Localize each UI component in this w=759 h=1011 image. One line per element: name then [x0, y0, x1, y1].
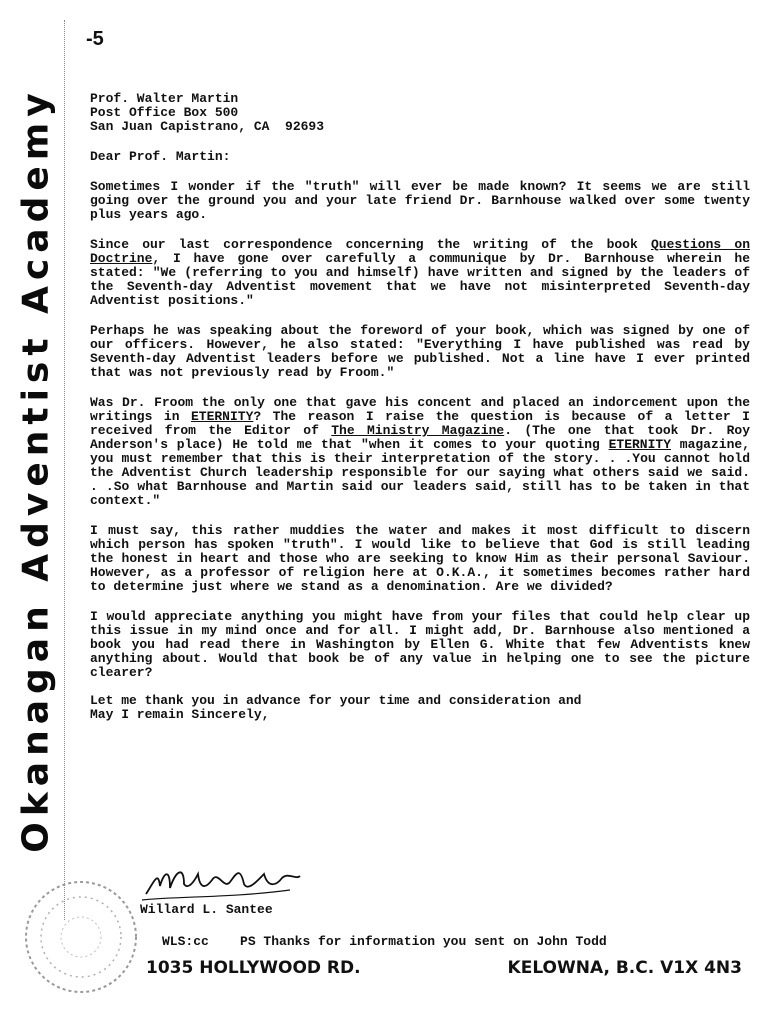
- paragraph-6: I would appreciate anything you might have from your files that could help clear up this issue in my mind once and for all. I might add, Dr. Barnhouse also mentioned a book you had read there in Washington by Ellen G. White that few Adventists knew anything about. Would that book be of any value in helping one to see the picture clearer?: [90, 609, 750, 680]
- recipient-name: Prof. Walter Martin: [90, 91, 239, 106]
- paragraph-5: I must say, this rather muddies the water and makes it most difficult to discern which person has spoken "truth". I would like to believe that God is still leading the honest in heart and those who are seeking to know Him as their personal Saviour. However, as a professor of religion here at O.K.A., it sometimes becomes rather hard to determine just where we stand as a denomination. Are we divided?: [90, 523, 750, 594]
- letter-body: [90, 92, 750, 722]
- salutation: Dear Prof. Martin:: [90, 149, 231, 164]
- page-number: -5: [86, 28, 104, 50]
- book-title-questions-on-doctrine: Questions on Doctrine: [90, 237, 750, 266]
- paragraph-4: [90, 396, 750, 508]
- school-name-vertical: Okanagan Adventist Academy: [15, 87, 57, 853]
- embossed-seal: [22, 878, 140, 996]
- typist-initials: WLS:cc: [162, 934, 209, 949]
- handwritten-signature: [140, 860, 330, 906]
- paragraph-2-text-b: , I have gone over carefully a communique by Dr. Barnhouse wherein he stated: "We (referring to you and himself) have written and signed by the leaders of the Seventh-day Adventist movement that we have not misinterpreted Seventh-day Adventist positions.": [90, 251, 750, 308]
- paragraph-3: Perhaps he was speaking about the foreword of your book, which was signed by one of our officers. However, he also stated: "Everything I have published was read by Seventh-day Adventist leaders before we published. Not a line have I ever printed that was not previously read by Froom.": [90, 323, 750, 380]
- paragraph-4-text-d: magazine, you must remember that this is their interpretation of the story. . .You cannot hold the Adventist Church leadership responsible for our saying what others said we said. . .So what Barnhouse and Martin said our leaders said, still has to be taken in that context.": [90, 437, 750, 508]
- letterhead-footer: [146, 958, 742, 978]
- paragraph-4-text-a: Was Dr. Froom the only one that gave his concent and placed an indorcement upon the writings in: [90, 395, 750, 424]
- paragraph-2-text-a: Since our last correspondence concerning the writing of the book: [90, 237, 651, 252]
- closing-line-1: Let me thank you in advance for your time and consideration and: [90, 693, 582, 708]
- recipient-address-line2: San Juan Capistrano, CA 92693: [90, 119, 325, 134]
- reference-line: [162, 934, 607, 949]
- ministry-magazine-title: The Ministry Magazine: [331, 423, 505, 438]
- recipient-address: [90, 92, 750, 134]
- margin-rule: [64, 20, 66, 920]
- postscript: PS Thanks for information you sent on John Todd: [240, 934, 607, 949]
- recipient-address-line1: Post Office Box 500: [90, 105, 239, 120]
- signer-name: Willard L. Santee: [140, 902, 273, 917]
- closing-line-2: May I remain Sincerely,: [90, 707, 270, 722]
- eternity-title-1: ETERNITY: [190, 409, 254, 424]
- paragraph-1: Sometimes I wonder if the "truth" will ever be made known? It seems we are still going over the ground you and your late friend Dr. Barnhouse walked over some twenty plus years ago.: [90, 179, 750, 222]
- paragraph-2: [90, 238, 750, 308]
- paragraph-4-text-b: ? The reason I raise the question is because of a letter I received from the Editor of: [90, 409, 750, 438]
- letterhead-sidebar: [0, 0, 66, 1011]
- footer-street: 1035 HOLLYWOOD RD.: [146, 958, 361, 978]
- eternity-title-2: ETERNITY: [608, 437, 672, 452]
- footer-city: KELOWNA, B.C. V1X 4N3: [507, 958, 742, 978]
- paragraph-4-text-c: . (The one that took Dr. Roy Anderson's place) He told me that "when it comes to your quoting: [90, 423, 751, 452]
- closing: [90, 694, 750, 722]
